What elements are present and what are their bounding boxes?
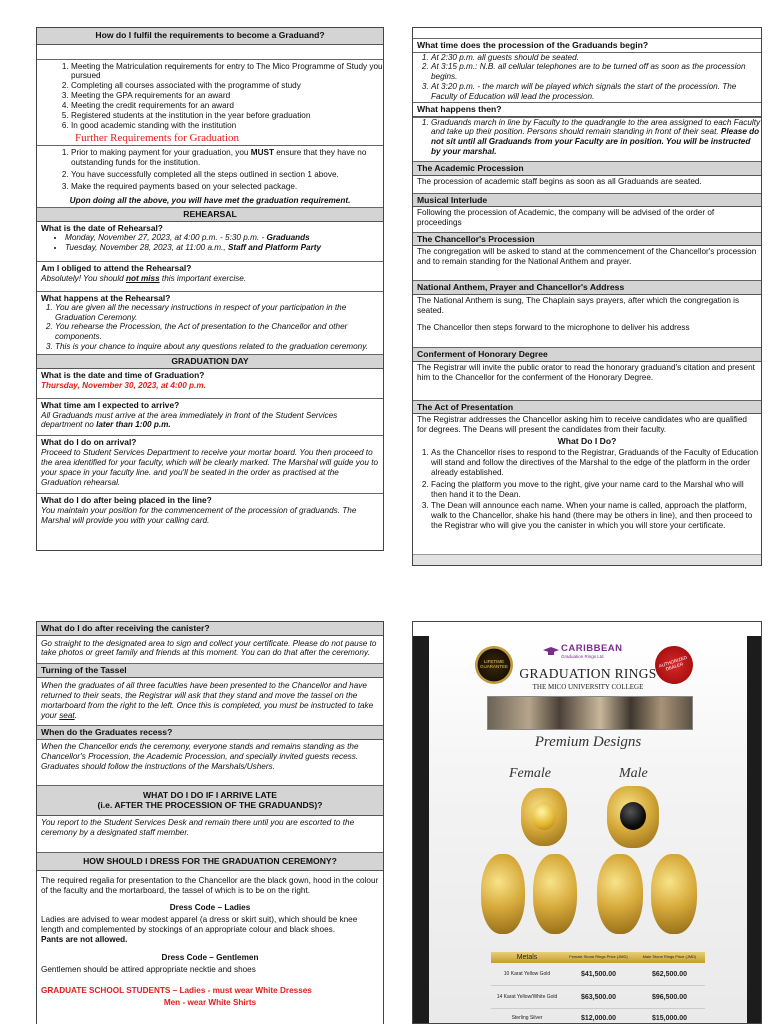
chancellor-header: The Chancellor's Procession [413, 232, 761, 247]
grad-school-men: Men - wear White Shirts [163, 998, 257, 1008]
list-item: • Monday, November 27, 2023, at 4:00 p.m. - 5:30 p.m. - Graduands [65, 233, 383, 243]
list-item: 3. The Dean will announce each name. When your name is called, approach the platform, walk to the Chancellor, shake his hand (there may be others in line), and then proceed to the Registrar who will give you the canister in which you will store your certificate. [431, 501, 761, 531]
tassel-answer: When the graduates of all three faculties have been presented to the Chancellor and have returned to their seats, the Registrar will ask that they stand and move the tassel on the mortarboard from the right to the left. Once this is completed, you must be instructed to take your seat. [41, 680, 374, 720]
list-item: 2. At 3:15 p.m.: N.B. all cellular telephones are to be turned off as soon as the procession begins. [431, 62, 761, 82]
premium-designs: Premium Designs [534, 734, 642, 750]
placed-answer: You maintain your position for the commencement of the procession of graduands. The Marshal will provide you with your calling card. [41, 505, 357, 525]
grad-date-answer: Thursday, November 30, 2023, at 4:00 p.m. [41, 380, 206, 390]
list-item: 3. Meeting the GPA requirements for an award [71, 91, 383, 101]
female-label: Female [509, 766, 551, 781]
grad-date-question: What is the date and time of Graduation? [41, 369, 205, 380]
male-ring-side-1 [597, 854, 643, 934]
brand-name: CARIBBEAN [561, 643, 623, 654]
table-row: 10 Karat Yellow Gold $41,500.00 $62,500.00 [491, 963, 705, 986]
ad-poster [429, 636, 747, 1024]
recess-header: When do the Graduates recess? [37, 725, 383, 740]
on-arrival-answer: Proceed to Student Services Department to receive your mortar board. You then proceed to the area identified for your faculty, which will be clearly marked. The Marshal will guide you to your space in your faculty line. and you'll be seated in the order as practised at the Graduation rehearsal. [41, 448, 379, 488]
ad-left-border [413, 636, 429, 1024]
recess-answer: When the Chancellor ends the ceremony, everyone stands and remains standing as the Chancellor's Procession, the Academic Procession, and specially invited guests recess. Graduates should follow the instructions of the Marshals/Ushers. [41, 741, 359, 771]
obliged-question: Am I obliged to attend the Rehearsal? [37, 261, 383, 273]
anthem-header: National Anthem, Prayer and Chancellor's Address [413, 280, 761, 295]
procession-list [413, 53, 761, 103]
gentlemen-title: Dress Code – Gentlemen [161, 953, 259, 963]
procession-question: What time does the procession of the Graduands begin? [413, 38, 761, 53]
arrive-answer: All Graduands must arrive at the area immediately in front of the Student Services department no later than 1:00 p.m. [41, 410, 338, 430]
list-item: 1. At 2:30 p.m. all guests should be seated. [431, 53, 761, 63]
gentlemen-text: Gentlemen should be attired appropriate necktie and shoes [41, 965, 256, 975]
requirements-title: How do I fulfil the requirements to become a Graduand? [37, 28, 383, 45]
rehearsal-dates-list [37, 233, 383, 253]
ladies-title: Dress Code – Ladies [169, 902, 251, 912]
requirements-list [37, 60, 383, 131]
chancellor-text: The congregation will be asked to stand at the commencement of the Chancellor's procession and to remain standing for the National Anthem and prayer. [417, 247, 757, 267]
placed-question: What do I do after being placed in the line? [37, 493, 383, 505]
ladies-text: Ladies are advised to wear modest apparel (a dress or skirt suit), which should be knee length and complemented by stockings of an appropriate colour and black shoes. Pants are not allowed. [41, 914, 358, 944]
ad-title: GRADUATION RINGS [519, 666, 657, 681]
list-item: 3. This is your chance to inquire about any questions related to the graduation ceremony. [55, 342, 383, 352]
list-item: 3. At 3:20 p.m. - the march will be played which signals the start of the procession. The Faculty of Education will lead the procession. [431, 82, 761, 102]
obliged-answer: Absolutely! You should not miss this important exercise. [41, 273, 247, 283]
academic-header: The Academic Procession [413, 161, 761, 176]
grad-school-ladies: GRADUATE SCHOOL STUDENTS – Ladies - must wear White Dresses [41, 986, 312, 996]
list-item: 2. Facing the platform you move to the right, give your name card to the Marshal who will then hand it to the Dean. [431, 480, 761, 500]
graduation-rings-ad [412, 621, 762, 1024]
rehearsal-date-question: What is the date of Rehearsal? [41, 222, 163, 233]
on-arrival-question: What do I do on arrival? [37, 435, 383, 447]
list-item: 1. Prior to making payment for your graduation, you MUST ensure that they have no outstanding funds for the institution. [71, 148, 383, 168]
anthem-text-2: The Chancellor then steps forward to the microphone to deliver his address [417, 322, 690, 332]
list-item: 3. Make the required payments based on your selected package. [71, 182, 383, 192]
graduation-cap-icon [543, 644, 559, 654]
late-header: WHAT DO I DO IF I ARRIVE LATE (i.e. AFTER THE PROCESSION OF THE GRADUANDS)? [37, 785, 383, 816]
dress-header: HOW SHOULD I DRESS FOR THE GRADUATION CEREMONY? [37, 852, 383, 871]
table-row: Sterling Silver $12,000.00 $15,000.00 [511, 1014, 688, 1022]
further-requirements-list [37, 145, 383, 192]
further-requirements-title: Further Requirements for Graduation [75, 131, 240, 144]
female-ring-stone [532, 802, 556, 830]
what-do-title: What Do I Do? [557, 436, 617, 447]
upon-doing-note: Upon doing all the above, you will have met the graduation requirement. [69, 196, 351, 206]
list-item: • Tuesday, November 28, 2023, at 11:00 a.m., Staff and Platform Party [65, 243, 383, 253]
price-table [491, 952, 705, 1024]
authorized-dealer-badge: AUTHORIZED DEALER [650, 641, 698, 689]
female-ring-side-1 [481, 854, 525, 934]
list-item: 2. You have successfully completed all the steps outlined in section 1 above. [71, 170, 383, 180]
list-item: 1. Graduands march in line by Faculty to the quadrangle to the area assigned to each Faculty and take up their position. Persons should remain standing in front of their seat. Please do not sit until all Graduands from your Faculty are in position. You will be instructed by your marshal. [431, 118, 761, 158]
arrive-question: What time am I expected to arrive? [37, 398, 383, 410]
presentation-header: The Act of Presentation [413, 400, 761, 415]
table-header: Metals Female Stone Rings Price (JMD) Male Stone Rings Price (JMD) [491, 952, 705, 963]
guarantee-badge: LIFETIME GUARANTEE [475, 646, 513, 684]
ceremony-panel [412, 27, 762, 566]
list-item: 2. Completing all courses associated with the programme of study [71, 81, 383, 91]
tassel-header: Turning of the Tassel [37, 663, 383, 678]
honorary-header: Conferment of Honorary Degree [413, 347, 761, 362]
after-ceremony-panel [36, 621, 384, 1024]
happens-question: What happens at the Rehearsal? [37, 291, 383, 303]
then-list [413, 117, 761, 158]
honorary-text: The Registrar will invite the public orator to read the honorary graduand's citation and present him to the Chancellor for the conferment of the Honorary Degree. [417, 362, 755, 382]
canister-question: What do I do after receiving the canister? [37, 622, 383, 636]
list-item: 6. In good academic standing with the institution [71, 121, 383, 131]
male-label: Male [619, 766, 648, 781]
canister-answer: Go straight to the designated area to sign and collect your certificate. Please do not pause to take photos or greet family and friends at this moment. You can do that after the ceremony. [41, 638, 377, 658]
musical-header: Musical Interlude [413, 193, 761, 208]
then-question: What happens then? [413, 102, 761, 117]
male-ring-stone [620, 802, 646, 830]
requirements-panel [36, 27, 384, 551]
list-item: 1. As the Chancellor rises to respond to the Registrar, Graduands of the Faculty of Education will stand and follow the directives of the Marshal to the edge of the platform in the order already established. [431, 448, 761, 478]
academic-text: The procession of academic staff begins as soon as all Graduands are seated. [417, 176, 702, 186]
brand-subname: Graduation Rings Ltd [561, 654, 604, 659]
table-row: 14 Karat Yellow/White Gold $63,500.00 $96,500.00 [491, 986, 705, 1009]
dress-answer: The required regalia for presentation to the Chancellor are the black gown, hood in the colour of the faculty and the mortarboard, the tassel of which is to be on the right. [41, 875, 379, 895]
list-item: 2. You rehearse the Procession, the Act of presentation to the Chancellor and other components. [55, 322, 383, 342]
what-do-list [413, 448, 761, 531]
rehearsal-header: REHEARSAL [37, 207, 383, 222]
ad-right-border [745, 636, 761, 1024]
list-item: 5. Registered students at the institution in the year before graduation [71, 111, 383, 121]
graduation-day-header: GRADUATION DAY [37, 354, 383, 369]
male-ring-side-2 [651, 854, 697, 934]
female-ring-side-2 [533, 854, 577, 934]
list-item: 4. Meeting the credit requirements for an award [71, 101, 383, 111]
presentation-text: The Registrar addresses the Chancellor asking him to receive candidates who are qualified for degrees. The Deans will present the candidates from their faculty. [417, 415, 747, 435]
list-item: 1. You are given all the necessary instructions in respect of your participation in the Graduation Ceremony. [55, 303, 383, 323]
anthem-text-1: The National Anthem is sung, The Chaplain says prayers, after which the congregation is seated. [417, 295, 740, 315]
list-item: 1. Meeting the Matriculation requirements for entry to The Mico Programme of Study you pursued [71, 62, 383, 82]
late-answer: You report to the Student Services Desk and remain there until you are escorted to the ceremony by a designated staff member. [41, 817, 355, 837]
musical-text: Following the procession of Academic, the company will be advised of the order of proceedings [417, 208, 715, 227]
happens-list [37, 303, 383, 353]
graduates-photo-strip [487, 696, 693, 730]
ad-subtitle: THE MICO UNIVERSITY COLLEGE [532, 683, 644, 691]
